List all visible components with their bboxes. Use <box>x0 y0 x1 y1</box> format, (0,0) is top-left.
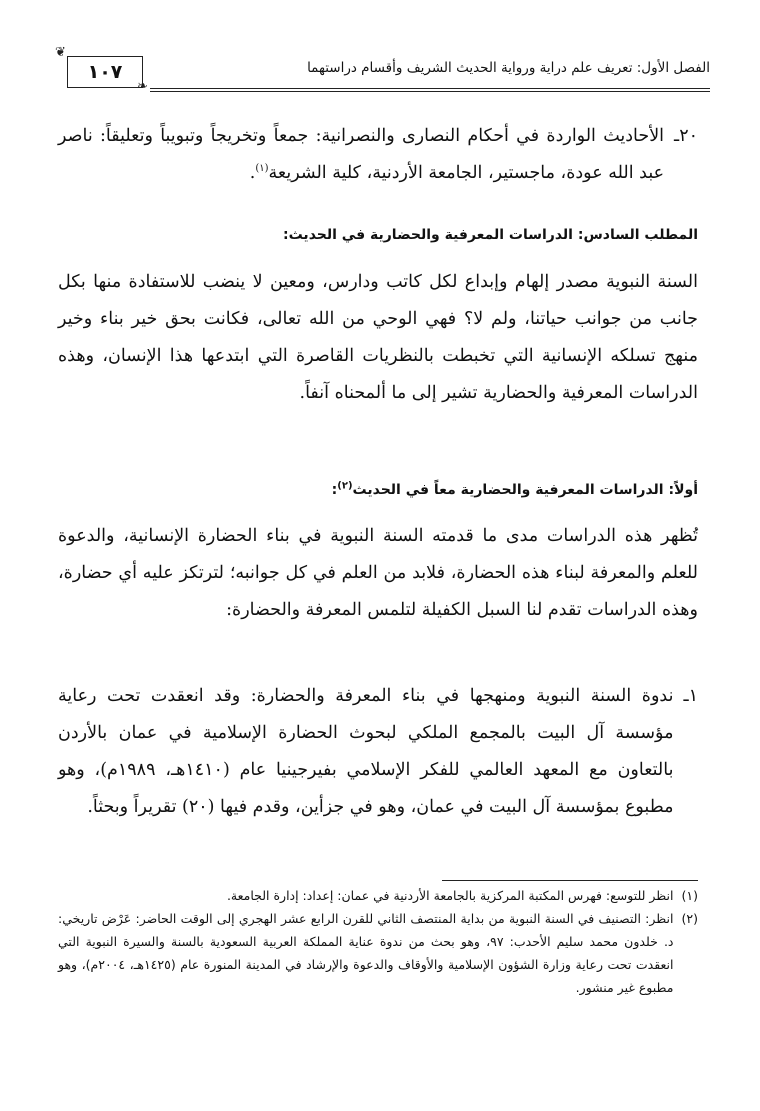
item-number: ٢٠ـ <box>674 126 698 146</box>
footnote-rule <box>442 880 698 881</box>
footnote <box>58 907 698 999</box>
footnotes <box>58 884 698 999</box>
running-title: الفصل الأول: تعريف علم دراية ورواية الحديث الشريف وأقسام دراستهما <box>307 60 710 76</box>
page-number-box <box>67 56 143 88</box>
section-paragraph: السنة النبوية مصدر إلهام وإبداع لكل كاتب ودارس، ومعين لا ينضب للاستفادة منها بكل جانب من جوانب حياتنا، ولم لا؟ فهي الوحي من الله تعالى، فكانت بحق خير بناء وخير منهج تسلكه الإنسانية التي تخبطت بالنظريات القاصرة التي ابتدعها هذا الإنسان، وهذه الدراسات المعرفية والحضارية تشير إلى ما ألمحناه آنفاً. <box>58 272 698 403</box>
corner-ornament-icon: ❧ <box>137 79 148 94</box>
list-item-1 <box>58 678 698 826</box>
item-text: الأحاديث الواردة في أحكام النصارى والنصرانية: جمعاً وتخريجاً وتبويباً وتعليقاً: ناصر عبد الله عودة، ماجستير، الجامعة الأردنية، كلية الشريعة$^{(١)}$. <box>58 126 665 183</box>
corner-ornament-icon: ❦ <box>55 45 66 60</box>
item-text: ندوة السنة النبوية ومنهجها في بناء المعرفة والحضارة: وقد انعقدت تحت رعاية مؤسسة آل البيت بالمجمع الملكي لبحوث الحضارة الإسلامية في عمان بالأردن بالتعاون مع المعهد العالمي للفكر الإسلامي بفيرجينيا عام (١٤١٠هـ، ١٩٨٩م)، وهو مطبوع بمؤسسة آل البيت في عمان، وهو في جزأين، وقدم فيها (٢٠) تقريراً وبحثاً. <box>58 686 674 817</box>
header-rule <box>150 91 710 92</box>
footnote-ref: (٢) <box>337 480 353 492</box>
footnote-ref: (١) <box>255 163 269 175</box>
header-rule <box>150 88 710 89</box>
footnote-text: انظر: التصنيف في السنة النبوية من بداية المنتصف الثاني للقرن الرابع عشر الهجري إلى الوقت الحاضر: عَرْض تاريخي: د. خلدون محمد سليم الأحدب: ٩٧، وهو بحث من ندوة عناية المملكة العربية السعودية بالسنة والسيرة النبوية التي انعقدت تحت رعاية وزارة الشؤون الإسلامية والأوقاف والدعوة والإرشاد في المدينة المنورة عام (١٤٢٥هـ، ٢٠٠٤م)، وهو مطبوع غير منشور. <box>58 911 674 995</box>
footnote-text: انظر للتوسع: فهرس المكتبة المركزية بالجامعة الأردنية في عمان: إعداد: إدارة الجامعة. <box>226 888 674 903</box>
footnote-number: (١) <box>681 888 698 903</box>
footnote <box>58 884 698 907</box>
list-item-20 <box>58 118 698 192</box>
footnote-number: (٢) <box>681 911 698 926</box>
section-heading: المطلب السادس: الدراسات المعرفية والحضارية في الحديث: <box>283 227 698 243</box>
subsection-heading: أولاً: الدراسات المعرفية والحضارية معاً في الحديث$^{(٢)}$: <box>331 480 698 498</box>
item-number: ١ـ <box>683 686 698 706</box>
page-number: ١٠٧ <box>87 61 123 83</box>
subsection-paragraph: تُظهر هذه الدراسات مدى ما قدمته السنة النبوية في بناء الحضارة الإنسانية، والدعوة للعلم والمعرفة لبناء هذه الحضارة، فلابد من العلم في كل جوانبه؛ لترتكز عليه أي حضارة، وهذه الدراسات تقدم لنا السبل الكفيلة لتلمس المعرفة والحضارة: <box>58 526 698 620</box>
page-header <box>55 45 710 94</box>
